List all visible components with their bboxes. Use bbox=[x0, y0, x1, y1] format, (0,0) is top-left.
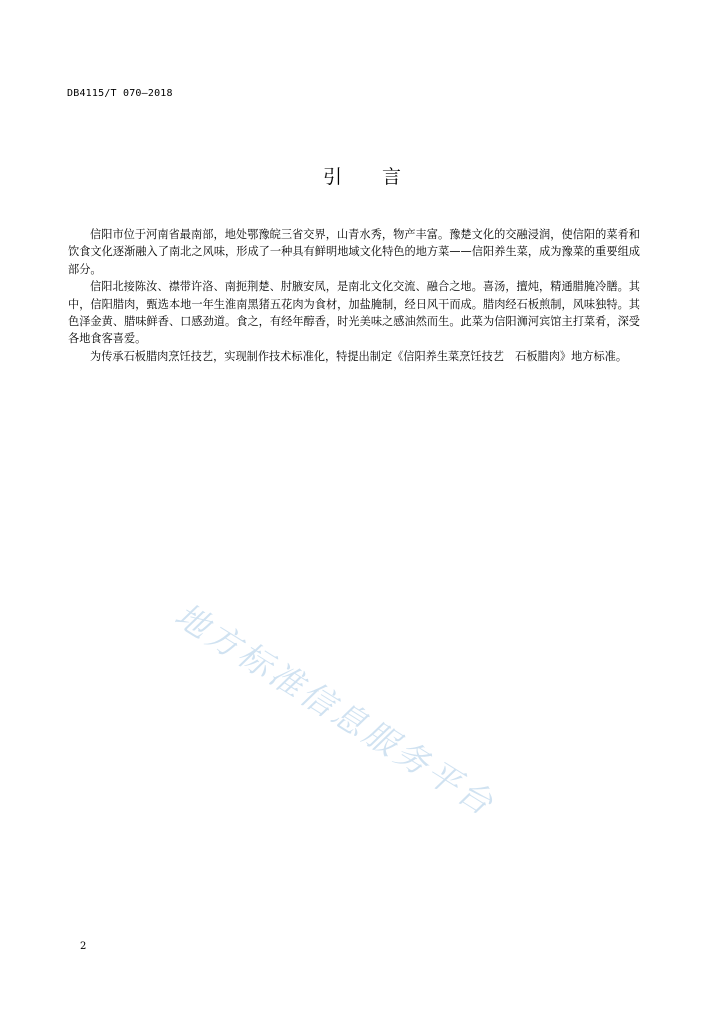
standard-code: DB4115/T 070—2018 bbox=[67, 88, 173, 99]
title-char-1: 引 bbox=[322, 166, 342, 188]
page-number: 2 bbox=[80, 941, 87, 952]
title-char-2: 言 bbox=[382, 166, 402, 188]
intro-paragraph-2: 信阳北接陈汝、襟带许洛、南扼荆楚、肘腋安凤，是南北文化交流、融合之地。喜汤，擅炖，精通腊腌冷膳。其中，信阳腊肉，甄选本地一年生淮南黑猪五花肉为食材，加盐腌制，经日风干而成。腊肉经石板煎制，风味独特。其色泽金黄、腊味鲜香、口感劲道。食之，有经年醇香，时光美味之感油然而生。此菜为信阳浉河宾馆主打菜肴，深受各地食客喜爱。 bbox=[68, 280, 640, 346]
page-title bbox=[0, 162, 724, 189]
watermark: 地方标准信息服务平台 bbox=[168, 595, 503, 825]
intro-paragraph-1: 信阳市位于河南省最南部，地处鄂豫皖三省交界，山青水秀，物产丰富。豫楚文化的交融浸润，使信阳的菜肴和饮食文化逐渐融入了南北之风味，形成了一种具有鲜明地域文化特色的地方菜——信阳养生菜，成为豫菜的重要组成部分。 bbox=[68, 228, 640, 276]
intro-paragraph-3: 为传承石板腊肉烹饪技艺，实现制作技术标准化，特提出制定《信阳养生菜烹饪技艺 石板腊肉》地方标准。 bbox=[90, 349, 628, 363]
introduction-body bbox=[68, 226, 640, 365]
